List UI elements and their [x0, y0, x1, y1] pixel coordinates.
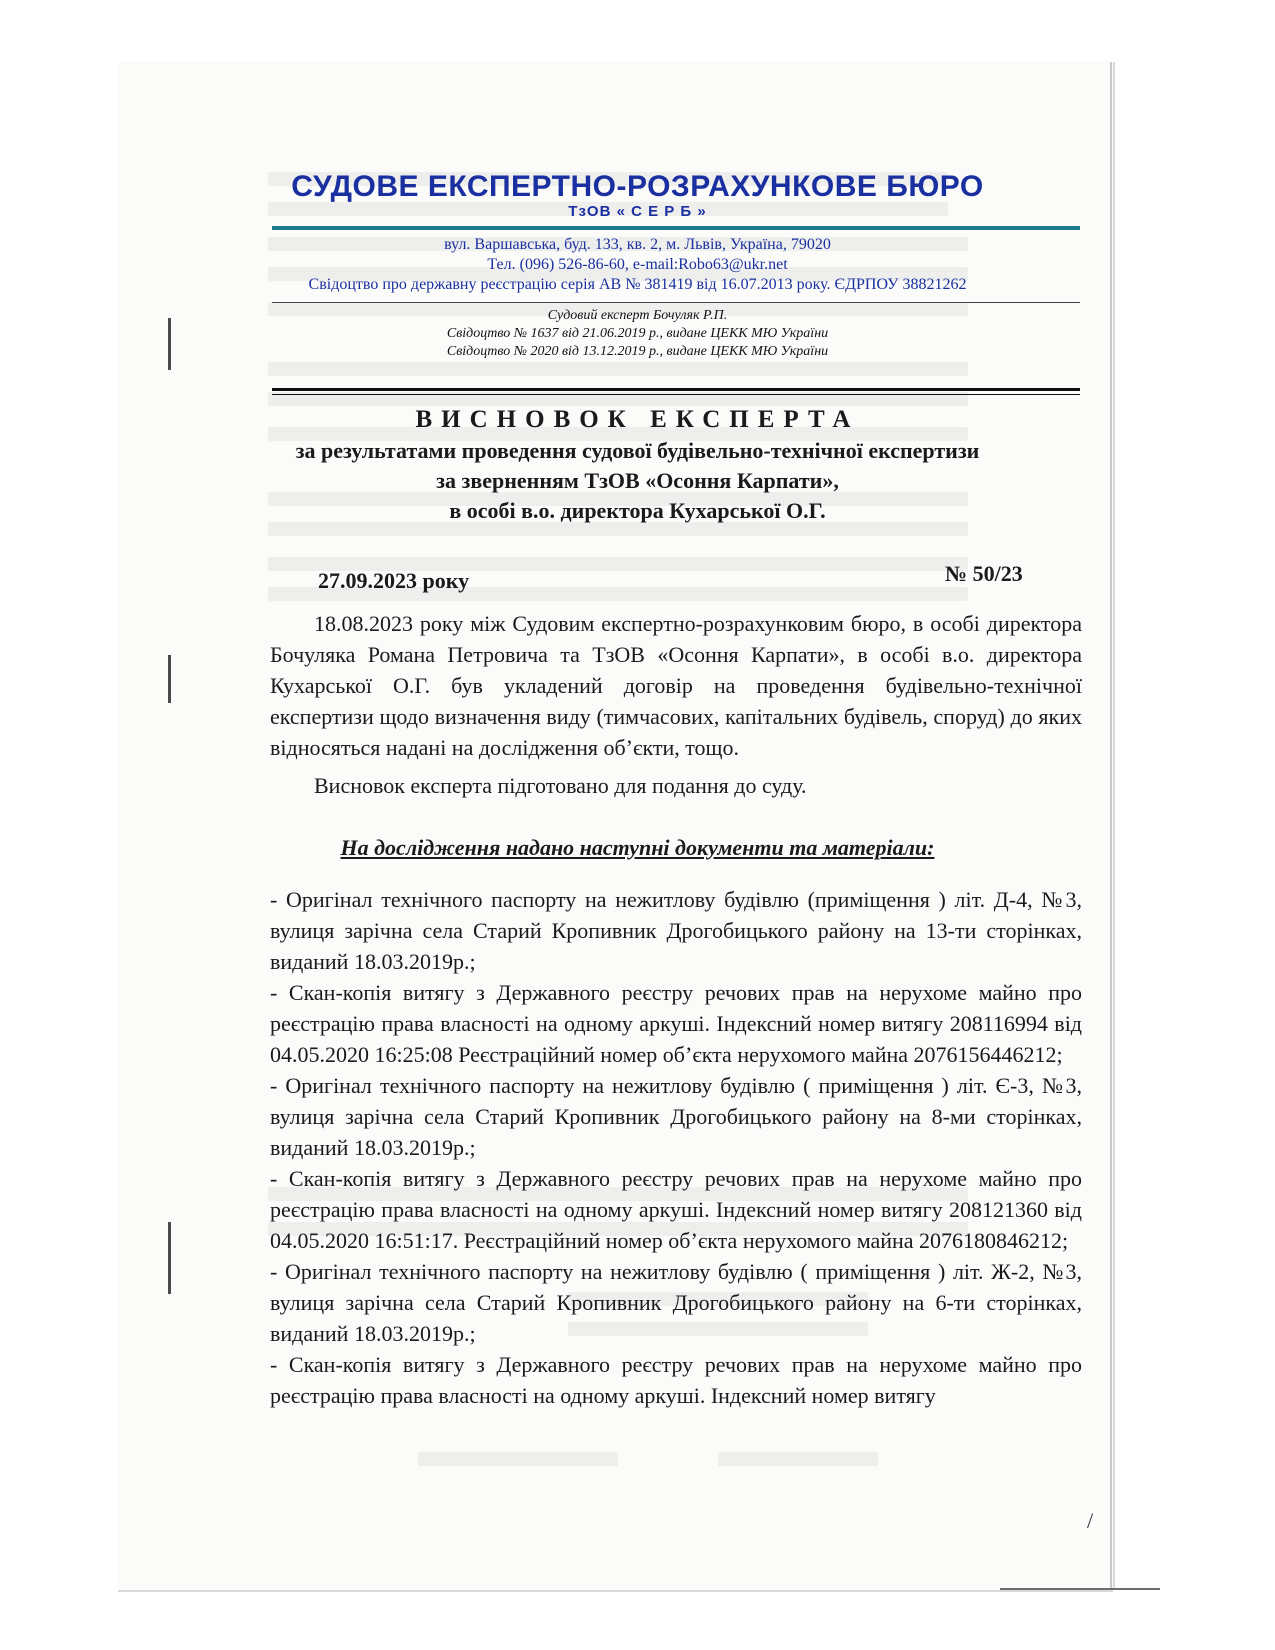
purpose-paragraph [270, 770, 1082, 801]
expert-certificate: Свідоцтво № 2020 від 13.12.2019 р., видане ЦЕКК МЮ України [446, 344, 829, 359]
divider-thick [272, 388, 1080, 391]
page-mark: / [1087, 1508, 1094, 1533]
binding-hole-mark [168, 1222, 171, 1294]
purpose-text: Висновок експерта підготовано для подання до суду. [314, 773, 807, 798]
document-subtitle: в особі в.о. директора Кухарської О.Г. [449, 498, 826, 523]
bureau-name: СУДОВЕ ЕКСПЕРТНО-РОЗРАХУНКОВЕ БЮРО [291, 170, 984, 203]
documents-list [270, 884, 1082, 1411]
list-item: - Оригінал технічного паспорту на нежитлову будівлю ( приміщення ) літ. Є-3, №3, вулиця зарічна села Старий Кропивник Дрогобицького району на 8-ми сторінках, виданий 18.03.2019р.; [270, 1073, 1082, 1160]
document-number: № 50/23 [945, 561, 1023, 586]
list-item: - Скан-копія витягу з Державного реєстру речових прав на нерухоме майно про реєстрацію права власності на одному аркуші. Індексний номер витягу 208116994 від 04.05.2020 16:25:08 Реєстраційний номер об’єкта нерухомого майна 2076156446212; [270, 980, 1082, 1067]
bureau-contacts: Тел. (096) 526-86-60, e-mail:Robo63@ukr.net [487, 256, 788, 273]
bureau-address: вул. Варшавська, буд. 133, кв. 2, м. Львів, Україна, 79020 [444, 236, 831, 253]
page-edge-bottom [1000, 1588, 1160, 1590]
company-name: ТзОВ « С Е Р Б » [568, 203, 707, 220]
expert-name: Судовий експерт Бочуляк Р.П. [547, 308, 728, 323]
document-subtitle: за зверненням ТзОВ «Осоння Карпати», [436, 468, 839, 493]
intro-text: 18.08.2023 року між Судовим експертно-розрахунковим бюро, в особі директора Бочуляка Романа Петровича та ТзОВ «Осоння Карпати», в особі в.о. директора Кухарської О.Г. був укладений договір на проведення будівельно-технічної експертизи щодо визначення виду (тимчасових, капітальних будівель, споруд) до яких відносяться надані на дослідження об’єкти, тощо. [270, 611, 1082, 760]
list-item: - Скан-копія витягу з Державного реєстру речових прав на нерухоме майно про реєстрацію права власності на одному аркуші. Індексний номер витягу 208121360 від 04.05.2020 16:51:17. Реєстраційний номер об’єкта нерухомого майна 2076180846212; [270, 1166, 1082, 1253]
list-item: - Скан-копія витягу з Державного реєстру речових прав на нерухоме майно про реєстрацію права власності на одному аркуші. Індексний номер витягу [270, 1352, 1082, 1408]
document-date: 27.09.2023 року [318, 568, 470, 593]
divider [272, 302, 1080, 303]
list-item: - Оригінал технічного паспорту на нежитлову будівлю (приміщення ) літ. Д-4, №3, вулиця зарічна села Старий Кропивник Дрогобицького району на 13-ти сторінках, виданий 18.03.2019р.; [270, 887, 1082, 974]
header-rule [272, 226, 1080, 230]
intro-paragraph [270, 608, 1082, 763]
document-subtitle: за результатами проведення судової будівельно-технічної експертизи [295, 438, 980, 463]
bureau-registration: Свідоцтво про державну реєстрацію серія АВ № 381419 від 16.07.2013 року. ЄДРПОУ 38821262 [308, 276, 967, 293]
list-item: - Оригінал технічного паспорту на нежитлову будівлю ( приміщення ) літ. Ж-2, №3, вулиця зарічна села Старий Кропивник Дрогобицького району на 6-ти сторінках, виданий 18.03.2019р.; [270, 1259, 1082, 1346]
document-title: ВИСНОВОК ЕКСПЕРТА [415, 406, 860, 433]
expert-certificate: Свідоцтво № 1637 від 21.06.2019 р., видане ЦЕКК МЮ України [446, 326, 829, 341]
section-heading: На дослідження надано наступні документи та матеріали: [340, 835, 935, 860]
divider-thin [272, 394, 1080, 395]
binding-hole-mark [168, 655, 171, 703]
